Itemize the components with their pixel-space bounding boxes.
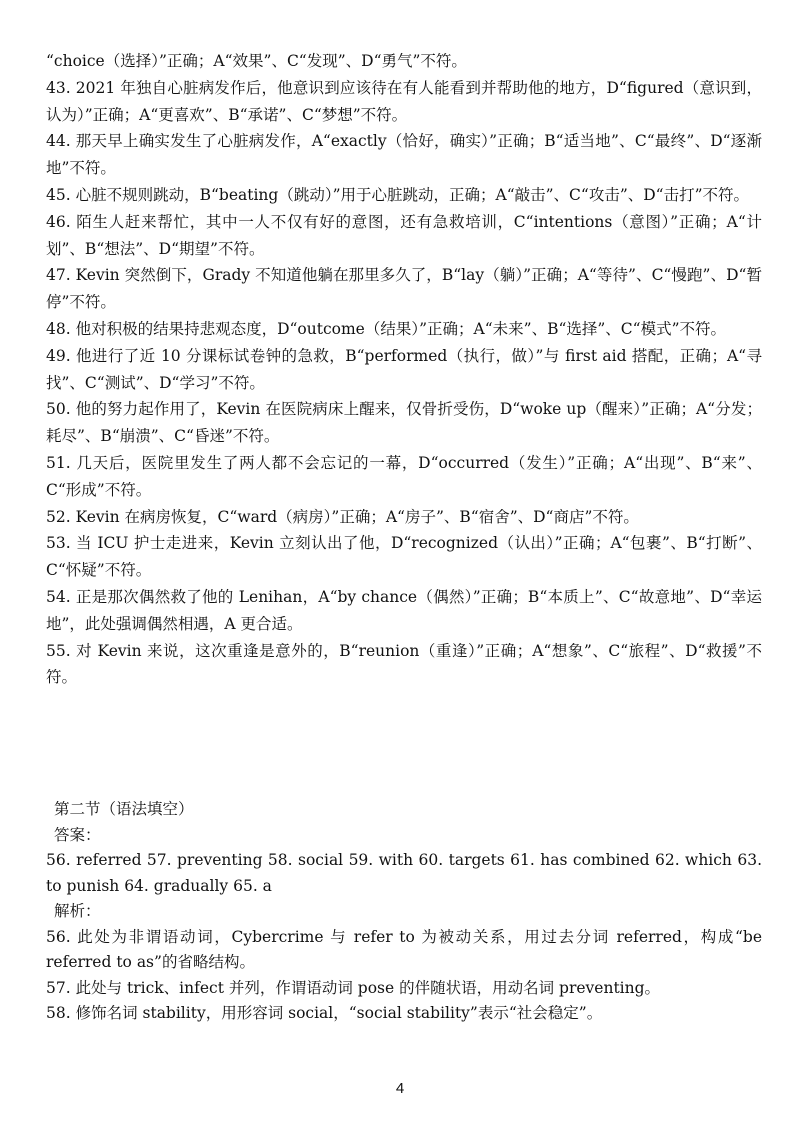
grammar-section: [46, 797, 762, 1027]
explanation-44: 44. 那天早上确实发生了心脏病发作，A“exactly（恰好，确实）”正确；B“适当地”、C“最终”、D“逐渐地”不符。: [46, 132, 762, 178]
explanation-53: 53. 当 ICU 护士走进来，Kevin 立刻认出了他，D“recognized（认出）”正确；A“包裹”、B“打断”、C“怀疑”不符。: [46, 534, 762, 580]
explanation-51: 51. 几天后，医院里发生了两人都不会忘记的一幕，D“occurred（发生）”正确；A“出现”、B“来”、C“形成”不符。: [46, 453, 762, 499]
answer-list: 56. referred 57. preventing 58. social 59. with 60. targets 61. has combined 62. which 63. to punish 64. gradually 65. a: [46, 851, 762, 895]
explanation-49: 49. 他进行了近 10 分课标试卷钟的急救，B“performed（执行，做）”与 first aid 搭配，正确；A“寻找”、C“测试”、D“学习”不符。: [46, 346, 762, 392]
explanation-42-tail: “choice（选择）”正确；A“效果”、C“发现”、D“勇气”不符。: [46, 52, 467, 70]
explanation-43: 43. 2021 年独自心脏病发作后，他意识到应该待在有人能看到并帮助他的地方，D“figured（意识到，认为）”正确；A“更喜欢”、B“承诺”、C“梦想”不符。: [46, 78, 762, 124]
answer-explanations: [46, 48, 762, 691]
explanation-47: 47. Kevin 突然倒下，Grady 不知道他躺在那里多久了，B“lay（躺）”正确；A“等待”、C“慢跑”、D“暂停”不符。: [46, 266, 762, 312]
answer-label: 答案：: [54, 825, 101, 844]
explanation-55: 55. 对 Kevin 来说，这次重逢是意外的，B“reunion（重逢）”正确；A“想象”、C“旅程”、D“救援”不符。: [46, 641, 762, 687]
explanation-46: 46. 陌生人赶来帮忙，其中一人不仅有好的意图，还有急救培训，C“intentions（意图）”正确；A“计划”、B“想法”、D“期望”不符。: [46, 212, 762, 258]
analysis-label: 解析：: [54, 902, 101, 920]
analysis-57: 57. 此处与 trick、infect 并列，作谓语动词 pose 的伴随状语，用动名词 preventing。: [46, 978, 661, 997]
explanation-48: 48. 他对积极的结果持悲观态度，D“outcome（结果）”正确；A“未来”、B“选择”、C“模式”不符。: [46, 319, 727, 338]
explanation-54: 54. 正是那次偶然救了他的 Lenihan，A“by chance（偶然）”正确；B“本质上”、C“故意地”、D“幸运地”，此处强调偶然相遇，A 更合适。: [46, 587, 762, 633]
explanation-45: 45. 心脏不规则跳动，B“beating（跳动）”用于心脏跳动，正确；A“敲击”、C“攻击”、D“击打”不符。: [46, 185, 750, 204]
analysis-58: 58. 修饰名词 stability，用形容词 social，“social stability”表示“社会稳定”。: [46, 1004, 603, 1022]
analysis-56: 56. 此处为非谓语动词，Cybercrime 与 refer to 为被动关系，用过去分词 referred，构成“be referred to as”的省略结构。: [46, 927, 762, 971]
explanation-50: 50. 他的努力起作用了，Kevin 在医院病床上醒来，仅骨折受伤，D“woke up（醒来）”正确；A“分发；耗尽”、B“崩溃”、C“昏迷”不符。: [46, 400, 762, 446]
section-heading: 第二节（语法填空）: [54, 800, 194, 818]
page-number: 4: [395, 1080, 405, 1097]
explanation-52: 52. Kevin 在病房恢复，C“ward（病房）”正确；A“房子”、B“宿舍”、D“商店”不符。: [46, 507, 639, 526]
